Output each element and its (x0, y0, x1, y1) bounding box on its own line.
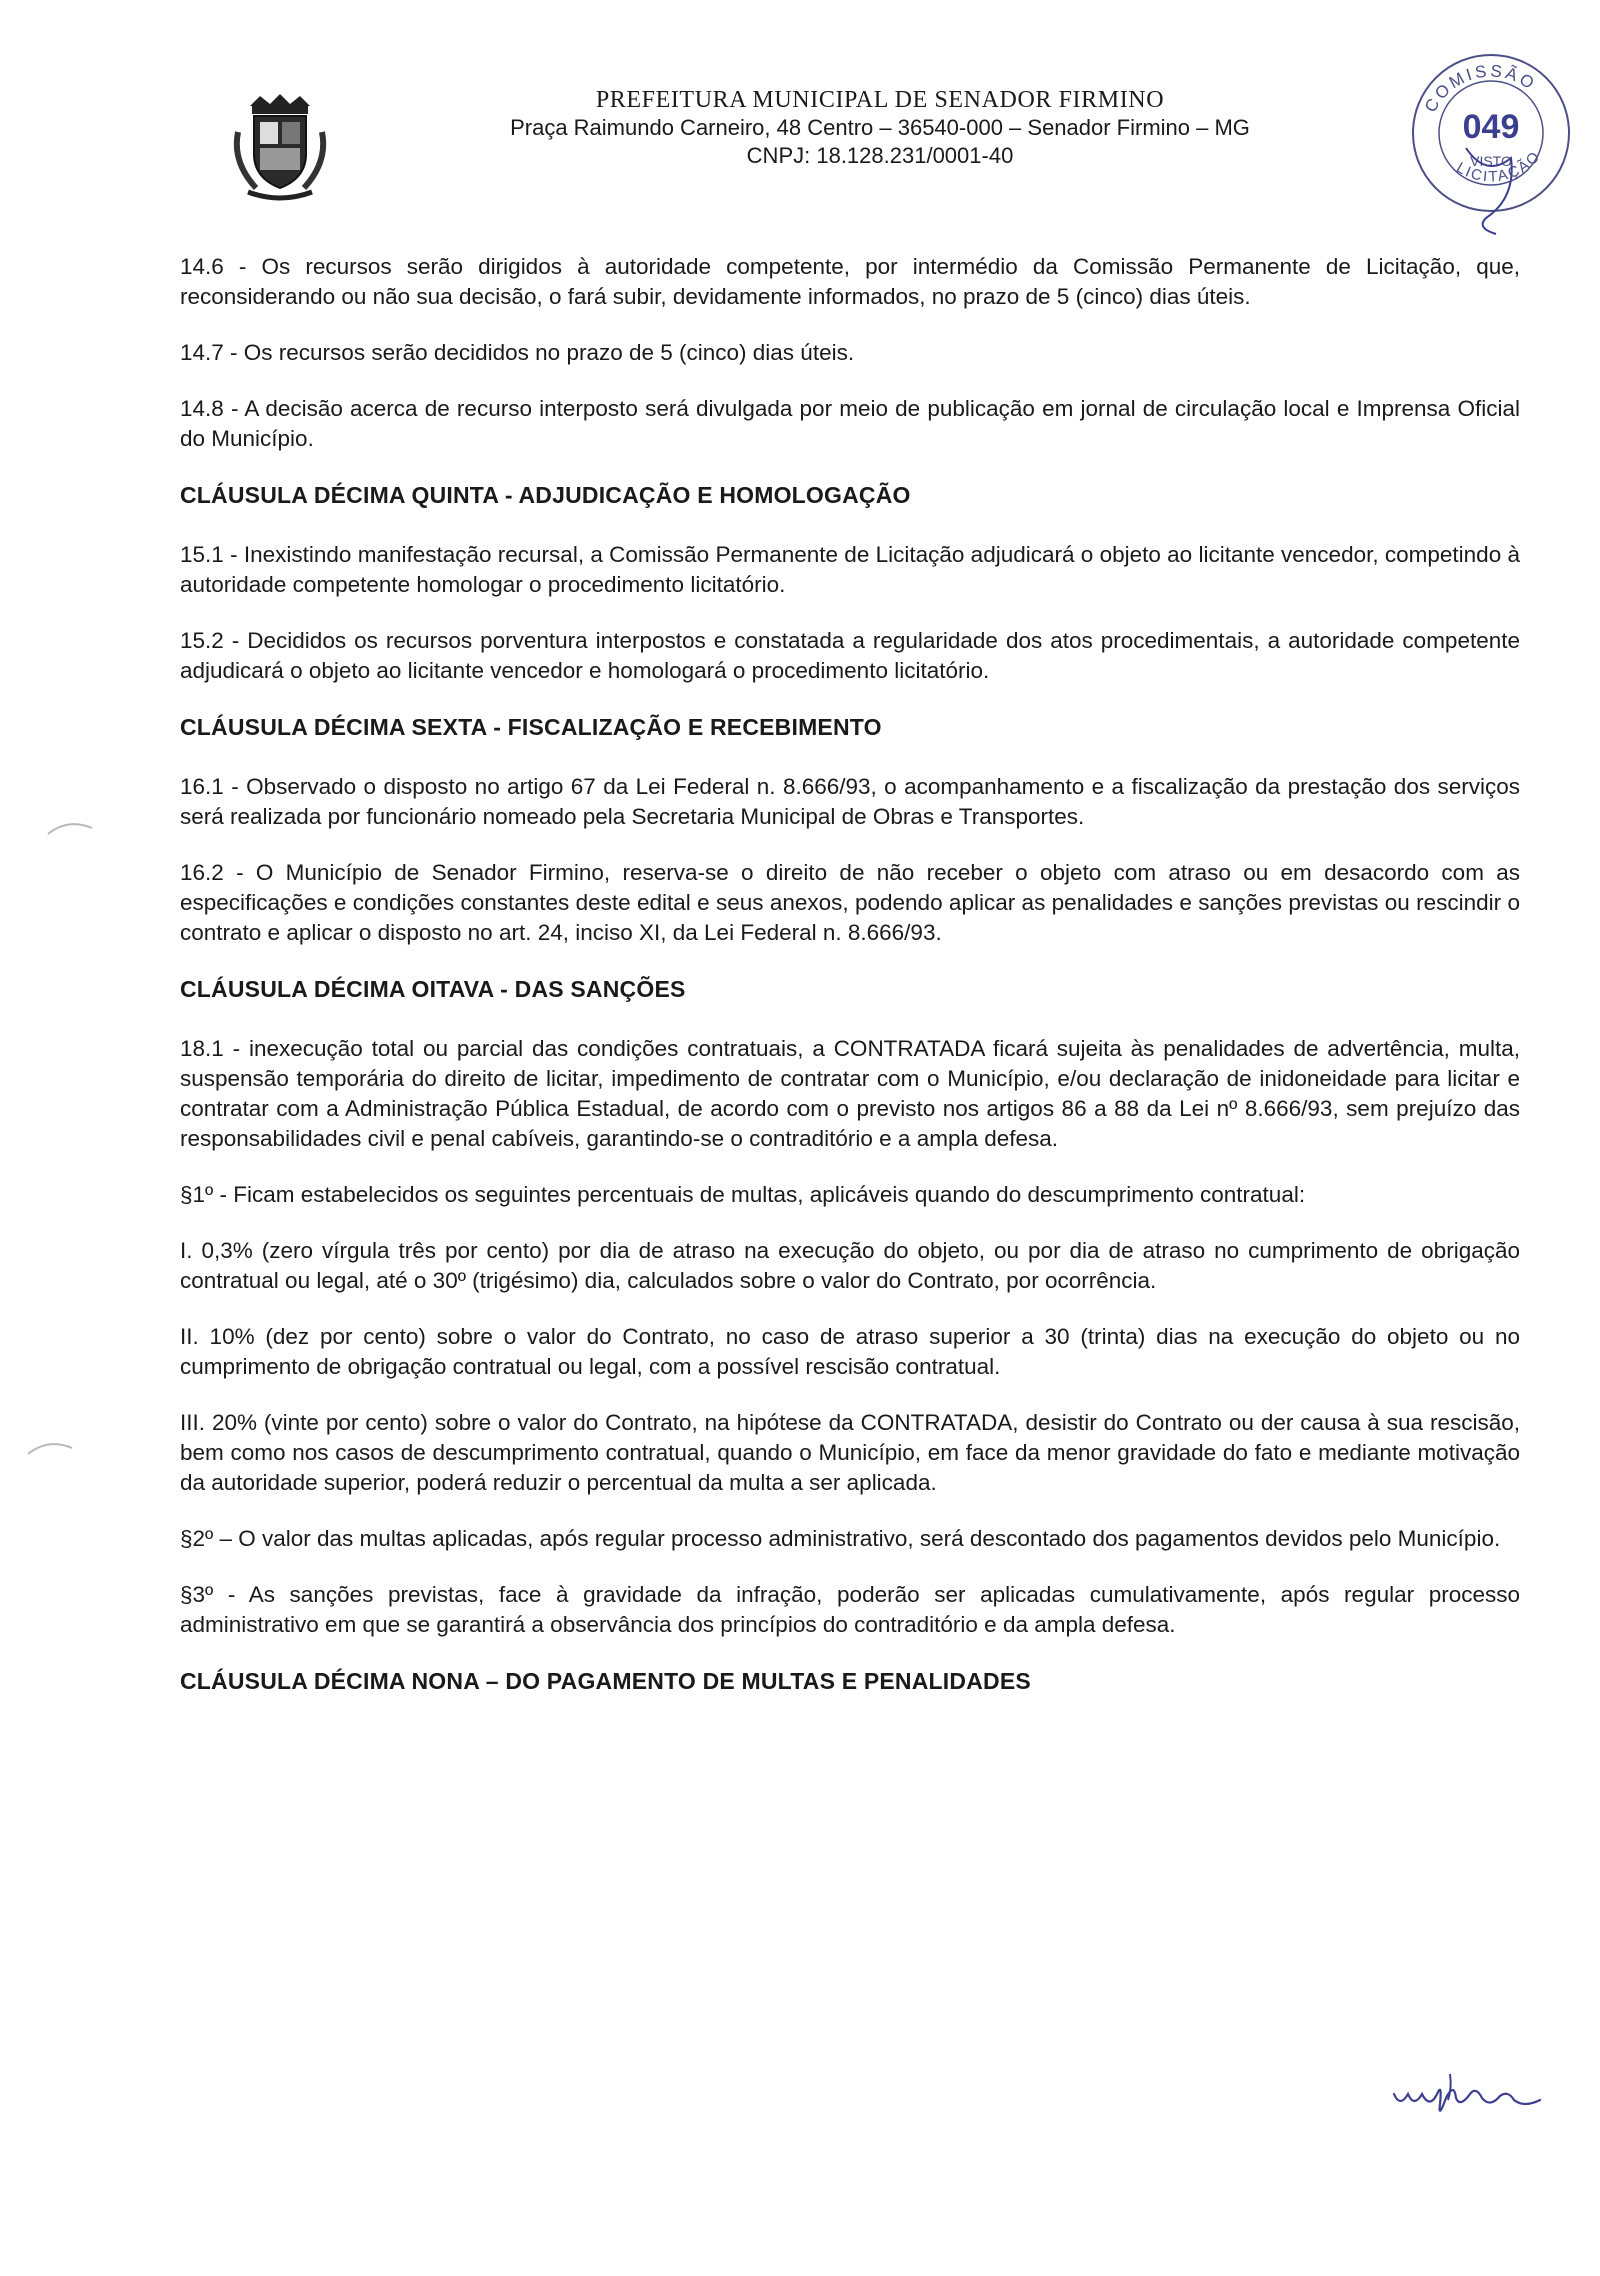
commission-stamp-icon (1396, 28, 1586, 238)
municipality-title: PREFEITURA MUNICIPAL DE SENADOR FIRMINO (595, 87, 1165, 113)
fine-item-3: III. 20% (vinte por cento) sobre o valor do Contrato, na hipótese da CONTRATADA, desistir do Contrato ou der causa à sua rescisão, bem como nos casos de descumprimento contratual, quando o Município, em face da menor gravidade do fato e mediante motivação da autoridade superior, poderá reduzir o percentual da multa a ser aplicada. (180, 1410, 1520, 1495)
fine-item-1: I. 0,3% (zero vírgula três por cento) por dia de atraso na execução do objeto, ou por dia de atraso no cumprimento de obrigação contratual ou legal, até o 30º (trigésimo) dia, calculados sobre o valor do Contrato, por ocorrência. (180, 1238, 1520, 1293)
paragraph-3: §3º - As sanções previstas, face à gravidade da infração, poderão ser aplicadas cumulativamente, após regular processo administrativo em que se garantirá a observância dos princípios do contraditório e da ampla defesa. (180, 1582, 1520, 1637)
heading-clause-18: CLÁUSULA DÉCIMA OITAVA - DAS SANÇÕES (180, 976, 686, 1002)
stamp-visto: VISTO (1470, 153, 1512, 169)
document-body (180, 252, 1520, 1726)
scan-mark (22, 1434, 82, 1464)
clause-16-2: 16.2 - O Município de Senador Firmino, reserva-se o direito de não receber o objeto com atraso ou em desacordo com as especificações e condições constantes deste edital e seus anexos, podendo aplicar as penalidades e sanções previstas ou rescindir o contrato e aplicar o disposto no art. 24, inciso XI, da Lei Federal n. 8.666/93. (180, 860, 1520, 945)
paragraph-2: §2º – O valor das multas aplicadas, após regular processo administrativo, será descontado dos pagamentos devidos pelo Município. (180, 1526, 1501, 1551)
paragraph-1: §1º - Ficam estabelecidos os seguintes percentuais de multas, aplicáveis quando do descumprimento contratual: (180, 1182, 1306, 1207)
clause-14-6: 14.6 - Os recursos serão dirigidos à autoridade competente, por intermédio da Comissão Permanente de Licitação, que, reconsiderando ou não sua decisão, o fará subir, devidamente informados, no prazo de 5 (cinco) dias úteis. (180, 254, 1520, 309)
heading-clause-16: CLÁUSULA DÉCIMA SEXTA - FISCALIZAÇÃO E RECEBIMENTO (180, 714, 882, 740)
fine-item-2: II. 10% (dez por cento) sobre o valor do Contrato, no caso de atraso superior a 30 (trinta) dias na execução do objeto ou no cumprimento de obrigação contratual ou legal, com a possível rescisão contratual. (180, 1324, 1520, 1379)
clause-16-1: 16.1 - Observado o disposto no artigo 67 da Lei Federal n. 8.666/93, o acompanhamento e a fiscalização da prestação dos serviços será realizada por funcionário nomeado pela Secretaria Municipal de Obras e Transportes. (180, 774, 1520, 829)
clause-18-1: 18.1 - inexecução total ou parcial das condições contratuais, a CONTRATADA ficará sujeita às penalidades de advertência, multa, suspensão temporária do direito de licitar, impedimento de contratar com o Município, e/ou declaração de inidoneidade para licitar e contratar com a Administração Pública Estadual, de acordo com o previsto nos artigos 86 a 88 da Lei nº 8.666/93, sem prejuízo das responsabilidades civil e penal cabíveis, garantindo-se o contraditório e a ampla defesa. (180, 1036, 1520, 1151)
heading-clause-15: CLÁUSULA DÉCIMA QUINTA - ADJUDICAÇÃO E HOMOLOGAÇÃO (180, 482, 911, 508)
clause-15-1: 15.1 - Inexistindo manifestação recursal, a Comissão Permanente de Licitação adjudicará o objeto ao licitante vencedor, competindo à autoridade competente homologar o procedimento licitatório. (180, 542, 1520, 597)
municipality-cnpj: CNPJ: 18.128.231/0001-40 (746, 143, 1014, 168)
municipal-coat-of-arms-icon (230, 92, 330, 202)
letterhead (230, 86, 1410, 186)
handwritten-signature-icon (1390, 2064, 1550, 2124)
clause-15-2: 15.2 - Decididos os recursos porventura interpostos e constatada a regularidade dos atos procedimentais, a autoridade competente adjudicará o objeto ao licitante vencedor e homologará o procedimento licitatório. (180, 628, 1520, 683)
municipality-address: Praça Raimundo Carneiro, 48 Centro – 36540-000 – Senador Firmino – MG (510, 115, 1250, 140)
clause-14-8: 14.8 - A decisão acerca de recurso interposto será divulgada por meio de publicação em jornal de circulação local e Imprensa Oficial do Município. (180, 396, 1520, 451)
clause-14-7: 14.7 - Os recursos serão decididos no prazo de 5 (cinco) dias úteis. (180, 340, 855, 365)
stamp-number: 049 (1462, 108, 1520, 146)
stamp-ring-top: COMISSÃO (1420, 61, 1540, 116)
stamp-ring-bottom: LICITAÇÃO (1453, 147, 1545, 186)
scan-mark (40, 812, 100, 842)
heading-clause-19: CLÁUSULA DÉCIMA NONA – DO PAGAMENTO DE MULTAS E PENALIDADES (180, 1668, 1031, 1694)
